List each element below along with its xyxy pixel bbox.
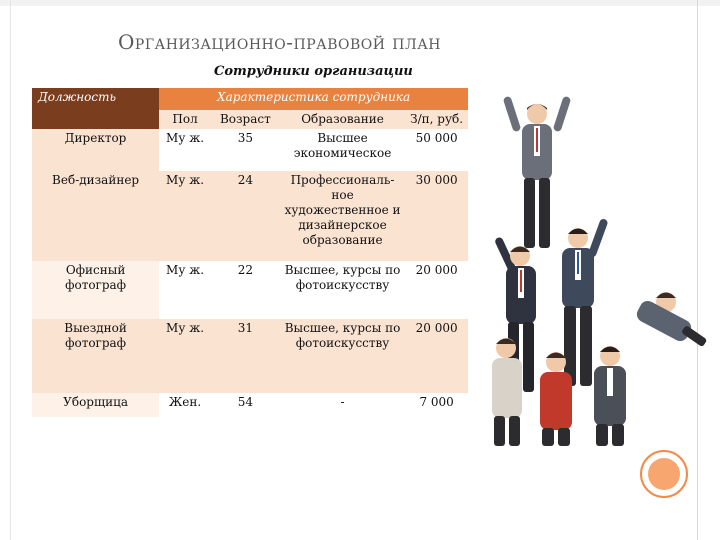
cell-gender: Му ж. xyxy=(159,261,211,319)
decorative-circle xyxy=(640,450,688,498)
cell-position: Офисный фотограф xyxy=(32,261,159,319)
slide-left-border xyxy=(10,0,11,540)
cell-position: Веб-дизайнер xyxy=(32,171,159,261)
table-row xyxy=(32,261,468,319)
person-bottom-right xyxy=(594,346,626,446)
cell-salary: 20 000 xyxy=(405,319,468,393)
person-flying xyxy=(634,292,707,347)
cell-education: - xyxy=(280,393,405,417)
employees-table xyxy=(32,88,468,417)
cell-age: 54 xyxy=(211,393,280,417)
cell-age: 31 xyxy=(211,319,280,393)
table-row xyxy=(32,129,468,171)
header-age: Возраст xyxy=(211,110,280,129)
cell-age: 24 xyxy=(211,171,280,261)
business-people-pyramid-icon xyxy=(486,86,708,446)
table-row xyxy=(32,393,468,417)
cell-position: Директор xyxy=(32,129,159,171)
table-row xyxy=(32,171,468,261)
cell-age: 22 xyxy=(211,261,280,319)
cell-education: Высшее, курсы по фотоискусству xyxy=(280,261,405,319)
cell-education: Высшее экономическое xyxy=(280,129,405,171)
cell-gender: Му ж. xyxy=(159,171,211,261)
slide-title xyxy=(118,30,441,54)
header-gender: Пол xyxy=(159,110,211,129)
slide-title-text: Организационно-правовой план xyxy=(118,30,442,54)
cell-education: Профессиональ-ное художественное и дизайнерское образование xyxy=(280,171,405,261)
cell-gender: Жен. xyxy=(159,393,211,417)
cell-gender: Му ж. xyxy=(159,319,211,393)
cell-position: Выездной фотограф xyxy=(32,319,159,393)
cell-gender: Му ж. xyxy=(159,129,211,171)
cell-education: Высшее, курсы по фотоискусству xyxy=(280,319,405,393)
cell-salary: 20 000 xyxy=(405,261,468,319)
header-salary: З/п, руб. xyxy=(405,110,468,129)
cell-salary: 30 000 xyxy=(405,171,468,261)
header-education: Образование xyxy=(280,110,405,129)
table-header-row xyxy=(32,88,468,110)
table-row xyxy=(32,319,468,393)
cell-age: 35 xyxy=(211,129,280,171)
cell-salary: 7 000 xyxy=(405,393,468,417)
cell-position: Уборщица xyxy=(32,393,159,417)
cell-salary: 50 000 xyxy=(405,129,468,171)
slide-subtitle: Сотрудники организации xyxy=(214,64,413,79)
person-top xyxy=(503,96,572,248)
header-characteristics: Характеристика сотрудника xyxy=(159,88,468,110)
slide-top-border xyxy=(0,0,720,6)
header-position: Должность xyxy=(32,88,159,129)
